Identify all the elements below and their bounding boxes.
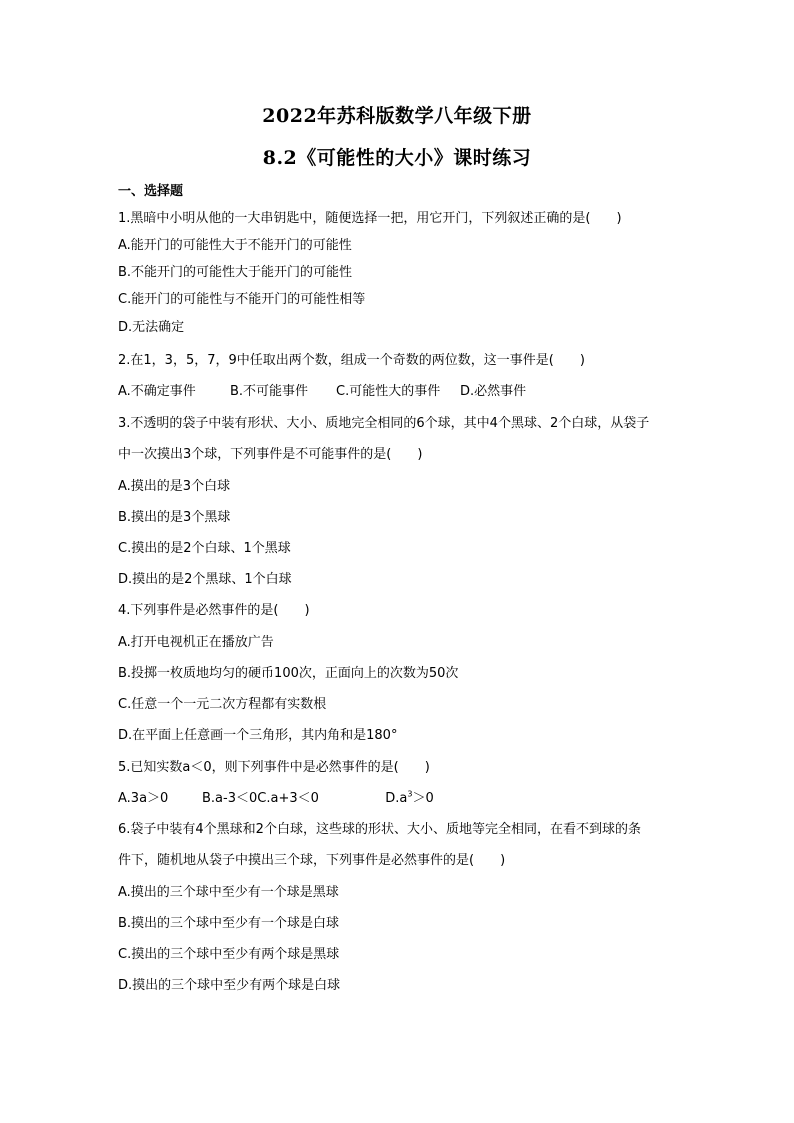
question-2-stem: 2.在1，3，5，7，9中任取出两个数，组成一个奇数的两位数，这一事件是( ) xyxy=(118,353,585,368)
question-1-option-a: A.能开门的可能性大于不能开门的可能性 xyxy=(118,238,352,253)
document-subtitle: 8.2《可能性的大小》课时练习 xyxy=(262,147,532,169)
question-3-stem-line2: 中一次摸出3个球，下列事件是不可能事件的是( ) xyxy=(118,447,423,462)
question-4-option-c: C.任意一个一元二次方程都有实数根 xyxy=(118,697,327,712)
question-6-stem-line2: 件下，随机地从袋子中摸出三个球，下列事件是必然事件的是( ) xyxy=(118,853,506,868)
question-5-options xyxy=(118,790,434,808)
question-3-option-a: A.摸出的是3个白球 xyxy=(118,479,231,494)
question-2-option-a: A.不确定事件 xyxy=(118,384,196,399)
question-6-stem-line1: 6.袋子中装有4个黑球和2个白球，这些球的形状、大小、质地等完全相同，在看不到球的条 xyxy=(118,822,641,837)
question-2-option-c: C.可能性大的事件 xyxy=(336,384,441,399)
question-1-stem: 1.黑暗中小明从他的一大串钥匙中，随便选择一把，用它开门，下列叙述正确的是( ) xyxy=(118,211,622,226)
document-title: 2022年苏科版数学八年级下册 xyxy=(262,105,532,127)
question-5-option-d xyxy=(385,790,433,808)
question-5-option-d-exponent: 3 xyxy=(407,789,413,799)
question-6-option-d: D.摸出的三个球中至少有两个球是白球 xyxy=(118,978,341,993)
question-6-option-c: C.摸出的三个球中至少有两个球是黑球 xyxy=(118,947,340,962)
question-6-option-a: A.摸出的三个球中至少有一个球是黑球 xyxy=(118,885,339,900)
section-heading: 一、选择题 xyxy=(118,184,184,199)
question-4-option-b: B.投掷一枚质地均匀的硬币100次，正面向上的次数为50次 xyxy=(118,666,459,681)
question-5-option-d-suffix: ＞0 xyxy=(412,791,434,806)
question-3-option-d: D.摸出的是2个黑球、1个白球 xyxy=(118,572,292,587)
question-3-option-b: B.摸出的是3个黑球 xyxy=(118,510,231,525)
question-4-option-a: A.打开电视机正在播放广告 xyxy=(118,635,274,650)
question-5-option-c: C.a+3＜0 xyxy=(257,791,319,806)
question-3-option-c: C.摸出的是2个白球、1个黑球 xyxy=(118,541,291,556)
question-6-option-b: B.摸出的三个球中至少有一个球是白球 xyxy=(118,916,340,931)
question-4-option-d: D.在平面上任意画一个三角形，其内角和是180° xyxy=(118,728,398,743)
question-1-option-c: C.能开门的可能性与不能开门的可能性相等 xyxy=(118,292,366,307)
question-5-stem: 5.已知实数a＜0，则下列事件中是必然事件的是( ) xyxy=(118,760,430,775)
question-2-option-d: D.必然事件 xyxy=(460,384,527,399)
question-5-option-d-prefix: D.a xyxy=(385,791,408,806)
question-5-option-b: B.a-3＜0 xyxy=(202,791,258,806)
question-2-option-b: B.不可能事件 xyxy=(230,384,309,399)
question-2-options xyxy=(118,383,526,401)
question-3-stem-line1: 3.不透明的袋子中装有形状、大小、质地完全相同的6个球，其中4个黑球、2个白球，从袋子 xyxy=(118,416,650,431)
question-5-option-a: A.3a＞0 xyxy=(118,791,169,806)
question-4-stem: 4.下列事件是必然事件的是( ) xyxy=(118,603,310,618)
question-1-option-d: D.无法确定 xyxy=(118,320,185,335)
question-1-option-b: B.不能开门的可能性大于能开门的可能性 xyxy=(118,265,353,280)
